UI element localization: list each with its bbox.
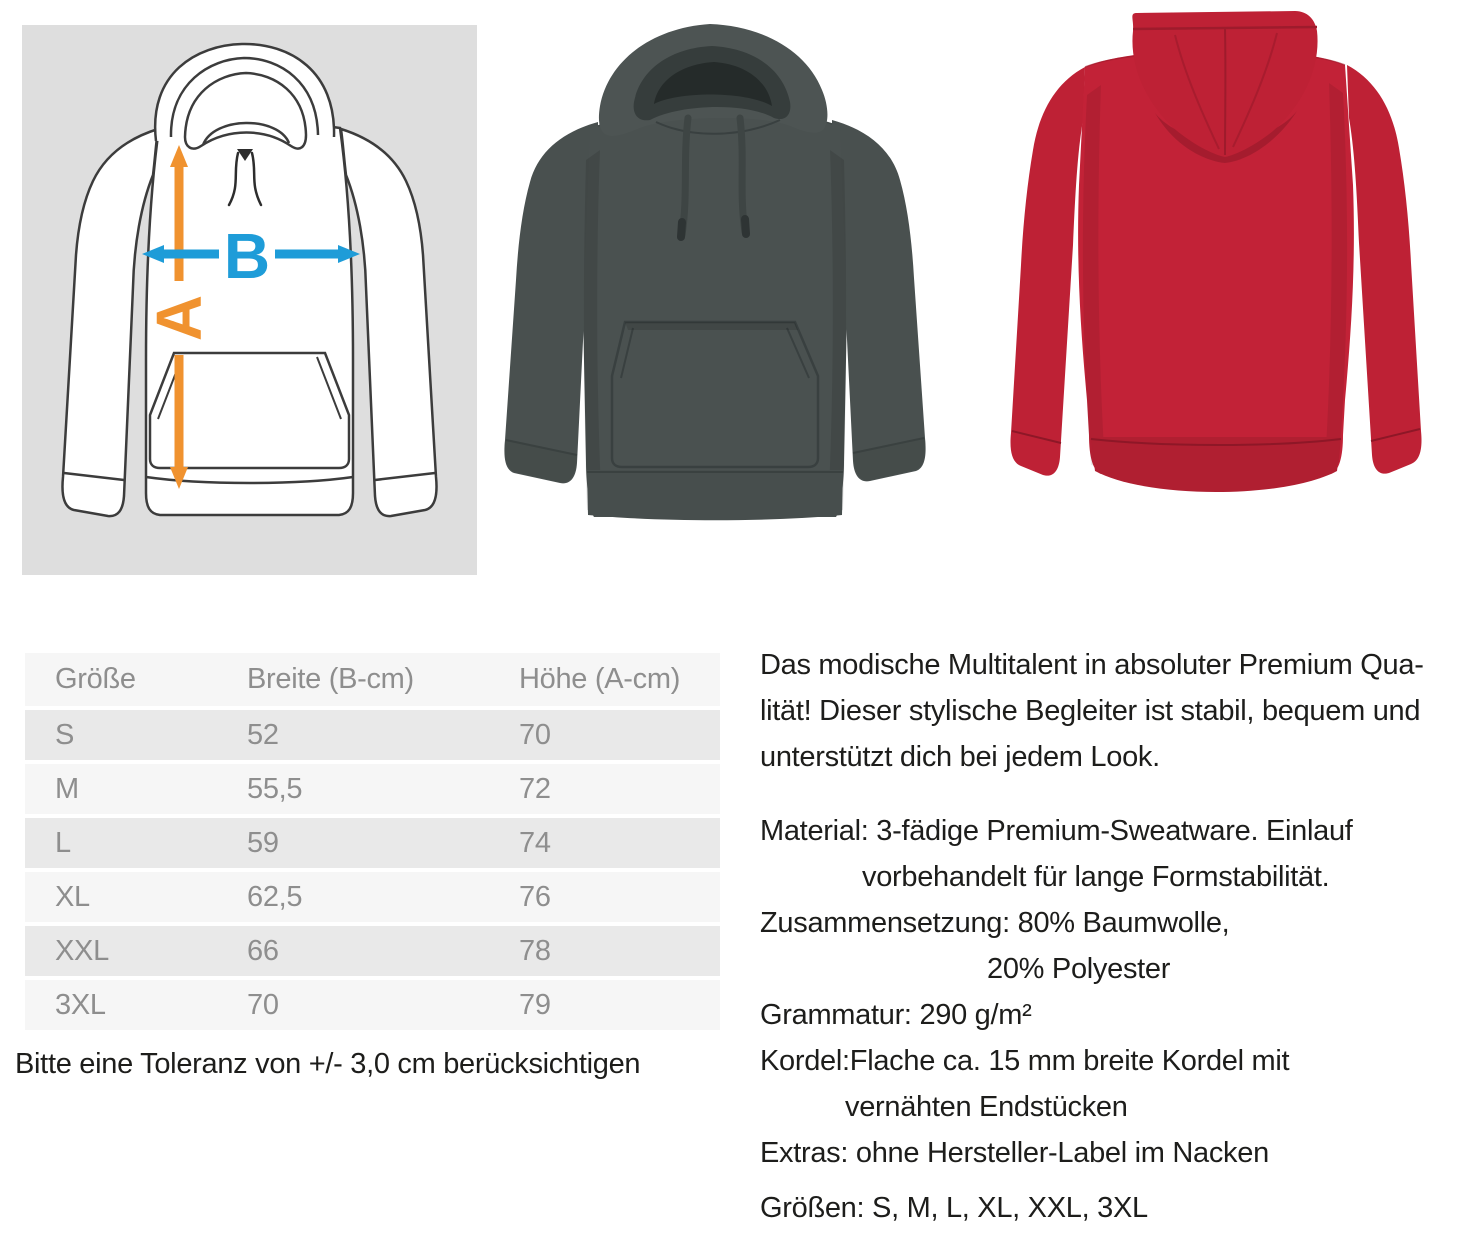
column-header-height: Höhe (A-cm) [519, 663, 681, 695]
description-line: Größen: S, M, L, XL, XXL, 3XL [760, 1192, 1148, 1224]
description-line: vernähten Endstücken [845, 1091, 1128, 1123]
cell-width: 55,5 [247, 772, 303, 805]
table-row [25, 818, 720, 868]
description-line: Das modische Multitalent in absoluter Premium Qua- [760, 649, 1424, 681]
drawstring-right [740, 118, 745, 232]
cell-size: L [55, 826, 71, 859]
table-row [25, 872, 720, 922]
size-table [25, 653, 720, 1030]
description-line: 20% Polyester [987, 953, 1171, 985]
cell-size: S [55, 718, 75, 751]
hoodie-outline-drawing [22, 25, 477, 575]
table-row [25, 926, 720, 976]
measure-label-a: A [143, 294, 215, 342]
cell-height: 79 [519, 988, 551, 1021]
column-header-width: Breite (B-cm) [247, 663, 414, 695]
table-row [25, 710, 720, 760]
description-line: Zusammensetzung: 80% Baumwolle, [760, 907, 1230, 939]
measure-label-b: B [223, 220, 271, 292]
description-line: unterstützt dich bei jedem Look. [760, 741, 1160, 773]
hoodie-back-photo [985, 5, 1445, 590]
cell-size: XXL [55, 934, 109, 967]
size-table-header-row [25, 653, 720, 706]
cell-height: 70 [519, 718, 551, 751]
cell-width: 62,5 [247, 880, 303, 913]
description-line: lität! Dieser stylische Begleiter ist stabil, bequem und [760, 695, 1421, 727]
table-row [25, 764, 720, 814]
description-line: Kordel:Flache ca. 15 mm breite Kordel mit [760, 1045, 1290, 1077]
tolerance-note: Bitte eine Toleranz von +/- 3,0 cm berücksichtigen [15, 1048, 641, 1080]
cell-size: 3XL [55, 988, 106, 1021]
size-diagram-figure [22, 25, 477, 575]
table-row [25, 980, 720, 1030]
hoodie-front-photo [490, 10, 940, 590]
cell-height: 74 [519, 826, 551, 859]
description-line: Material: 3-fädige Premium-Sweatware. Einlauf [760, 815, 1353, 847]
description-line: Grammatur: 290 g/m² [760, 999, 1032, 1031]
cell-size: XL [55, 880, 90, 913]
column-header-size: Größe [55, 663, 136, 695]
product-description [760, 642, 1463, 1231]
description-line: Extras: ohne Hersteller-Label im Nacken [760, 1137, 1269, 1169]
cell-height: 78 [519, 934, 551, 967]
cell-width: 59 [247, 826, 279, 859]
description-line: vorbehandelt für lange Formstabilität. [862, 861, 1330, 893]
cell-height: 72 [519, 772, 551, 805]
cell-size: M [55, 772, 79, 805]
cell-width: 70 [247, 988, 279, 1021]
cell-width: 52 [247, 718, 279, 751]
cell-height: 76 [519, 880, 551, 913]
cell-width: 66 [247, 934, 279, 967]
